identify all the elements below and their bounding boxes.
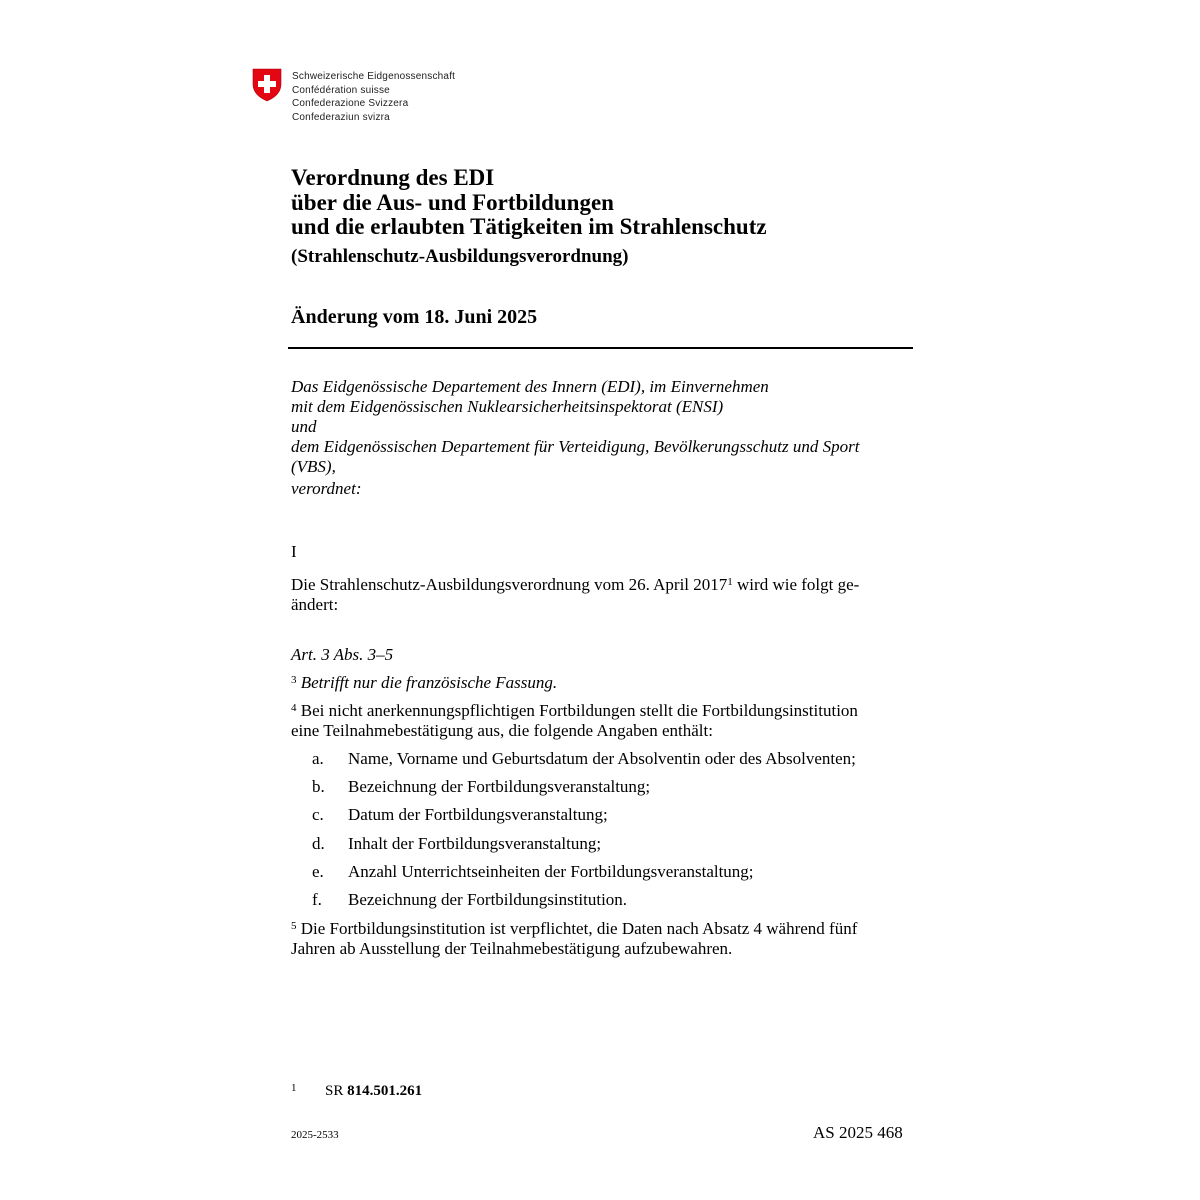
intro-line-1 <box>291 575 916 595</box>
amendment-date: Änderung vom 18. Juni 2025 <box>291 306 538 328</box>
preamble-line: dem Eidgenössischen Departement für Verteidigung, Bevölkerungsschutz und Sport <box>291 437 860 456</box>
preamble-line: mit dem Eidgenössischen Nuklearsicherheitsinspektorat (ENSI) <box>291 397 724 416</box>
list-item <box>291 862 916 890</box>
footnote-number: 1 <box>291 1082 297 1094</box>
list-item <box>291 890 916 918</box>
preamble-line: und <box>291 417 317 436</box>
paragraph-4 <box>291 701 916 741</box>
list-item-letter: e. <box>312 861 324 881</box>
paragraph-number: 4 <box>291 702 297 714</box>
preamble-decree: verordnet: <box>291 479 362 498</box>
confederation-names <box>292 70 455 124</box>
preamble <box>291 377 916 499</box>
paragraph-4-line-1 <box>291 701 916 721</box>
preamble-line: (VBS), <box>291 457 336 476</box>
paragraph-5-line-1 <box>291 919 916 939</box>
list-item-text: Bezeichnung der Fortbildungsveranstaltung; <box>348 777 651 797</box>
footnote-ref[interactable]: 1 <box>727 576 733 588</box>
paragraph-5-line-2: Jahren ab Ausstellung der Teilnahmebestätigung aufzubewahren. <box>291 939 733 958</box>
list-item <box>291 834 916 862</box>
list-item-text: Bezeichnung der Fortbildungsinstitution. <box>348 889 628 909</box>
paragraph-4-line-2: eine Teilnahmebestätigung aus, die folgende Angaben enthält: <box>291 721 713 740</box>
footnote-sr-number[interactable]: 814.501.261 <box>347 1083 423 1099</box>
section-number: I <box>291 542 297 561</box>
intro-text-before: Die Strahlenschutz-Ausbildungsverordnung vom 26. April 2017 <box>291 575 728 594</box>
preamble-line: Das Eidgenössische Departement des Innern (EDI), im Einvernehmen <box>291 377 769 396</box>
intro-line-2: ändert: <box>291 595 339 614</box>
paragraph-3-text: Betrifft nur die französische Fassung. <box>300 673 558 692</box>
list-item-text: Name, Vorname und Geburtsdatum der Absolventin oder des Absolventen; <box>348 749 856 768</box>
title-line-2: über die Aus- und Fortbildungen <box>291 189 614 215</box>
list-item-letter: b. <box>312 777 325 797</box>
enumeration-list <box>291 749 916 918</box>
list-item-letter: a. <box>312 749 324 768</box>
title-line-3: und die erlaubten Tätigkeiten im Strahlenschutz <box>291 214 767 239</box>
paragraph-3 <box>291 673 557 693</box>
confederation-name-it: Confederazione Svizzera <box>292 98 409 109</box>
confederation-name-de: Schweizerische Eidgenossenschaft <box>292 71 456 82</box>
list-item-text: Anzahl Unterrichtseinheiten der Fortbildungsveranstaltung; <box>348 861 754 881</box>
confederation-name-rm: Confederaziun svizra <box>292 111 390 123</box>
title-line-1: Verordnung des EDI <box>291 165 495 190</box>
intro-paragraph <box>291 575 916 615</box>
article-heading: Art. 3 Abs. 3–5 <box>291 645 394 664</box>
footnote-prefix: SR <box>325 1083 348 1099</box>
list-item-letter: c. <box>312 805 324 825</box>
list-item <box>291 749 916 777</box>
paragraph-5 <box>291 919 916 959</box>
swiss-cross-shield-icon <box>252 68 282 107</box>
paragraph-4-text-1: Bei nicht anerkennungspflichtigen Fortbildungen stellt die Fortbildungsinstitution <box>300 701 858 720</box>
document-title <box>291 166 767 240</box>
intro-text-after: wird wie folgt ge- <box>732 575 860 594</box>
as-reference: AS 2025 468 <box>813 1123 903 1142</box>
paragraph-number: 5 <box>291 920 297 932</box>
list-item <box>291 805 916 833</box>
list-item-letter: d. <box>312 833 325 853</box>
document-number: 2025-2533 <box>291 1129 339 1141</box>
list-item-letter: f. <box>312 889 322 909</box>
title-divider <box>288 347 913 349</box>
short-title: (Strahlenschutz-Ausbildungsverordnung) <box>291 246 629 267</box>
list-item-text: Inhalt der Fortbildungsveranstaltung; <box>348 833 602 853</box>
swiss-emblem-svg <box>252 68 282 102</box>
list-item <box>291 777 916 805</box>
footnote <box>291 1078 422 1101</box>
paragraph-number: 3 <box>291 674 297 686</box>
confederation-name-fr: Confédération suisse <box>292 84 390 96</box>
list-item-text: Datum der Fortbildungsveranstaltung; <box>348 805 608 825</box>
paragraph-5-text-1: Die Fortbildungsinstitution ist verpflichtet, die Daten nach Absatz 4 während fünf <box>300 919 858 938</box>
